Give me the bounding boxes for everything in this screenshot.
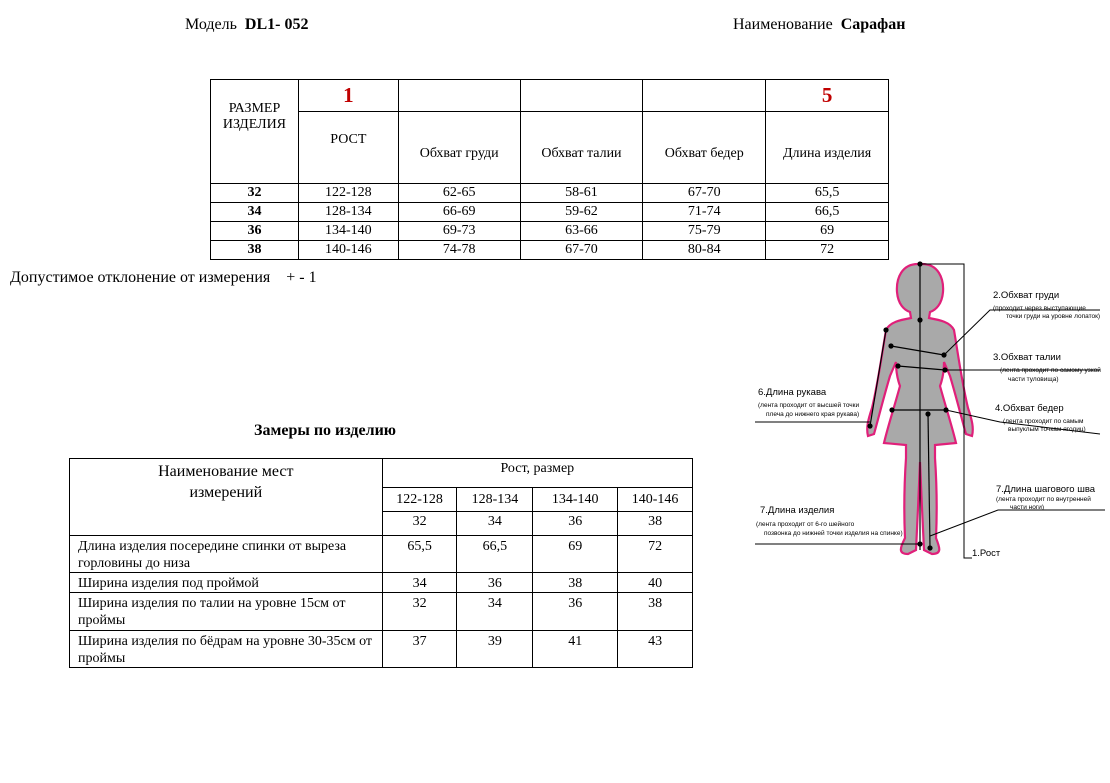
label-inseam: 7.Длина шагового шва xyxy=(996,484,1096,495)
column-header-label: Обхват талии xyxy=(541,145,622,161)
measure-value: 37 xyxy=(382,631,457,668)
tolerance-note xyxy=(10,269,317,287)
number-cell xyxy=(398,80,520,112)
height-header: 122-128 xyxy=(382,488,457,512)
tolerance-value: + - 1 xyxy=(286,269,317,286)
column-header xyxy=(398,112,520,184)
measure-value: 38 xyxy=(533,573,618,593)
measure-value: 65,5 xyxy=(382,536,457,573)
label-sleeve: 6.Длина рукава xyxy=(758,387,827,398)
table-row xyxy=(70,631,693,668)
note-sleeve-1: (лента проходит от высшей точки xyxy=(758,402,860,409)
note-length-1: (лента проходит от 6-го шейного xyxy=(756,521,855,528)
table-row xyxy=(211,241,889,260)
value-cell: 58-61 xyxy=(520,184,643,203)
measure-group-header: Рост, размер xyxy=(382,459,692,488)
name-label: Наименование xyxy=(733,16,833,33)
number-cell xyxy=(520,80,643,112)
size-header: 38 xyxy=(618,512,693,536)
value-cell: 134-140 xyxy=(298,222,398,241)
measure-value: 38 xyxy=(618,593,693,631)
model-label: Модель xyxy=(185,16,237,33)
table-row xyxy=(70,573,693,593)
value-cell: 140-146 xyxy=(298,241,398,260)
label-height: 1.Рост xyxy=(972,548,1001,559)
value-cell: 122-128 xyxy=(298,184,398,203)
height-header: 128-134 xyxy=(457,488,533,512)
value-cell: 65,5 xyxy=(766,184,889,203)
size-cell: 36 xyxy=(211,222,299,241)
number-cell xyxy=(643,80,766,112)
note-inseam-1: (лента проходит по внутренней xyxy=(996,496,1091,503)
size-header: 32 xyxy=(382,512,457,536)
value-cell: 75-79 xyxy=(643,222,766,241)
value-cell: 66-69 xyxy=(398,203,520,222)
size-cell: 32 xyxy=(211,184,299,203)
measurements-title: Замеры по изделию xyxy=(254,422,397,439)
measure-label: Ширина изделия по бёдрам на уровне 30-35см от проймы xyxy=(70,631,383,668)
label-length: 7.Длина изделия xyxy=(760,505,835,516)
note-inseam-2: части ноги) xyxy=(1010,504,1045,511)
measure-value: 69 xyxy=(533,536,618,573)
measure-value: 34 xyxy=(382,573,457,593)
measure-label: Ширина изделия по талии на уровне 15см от проймы xyxy=(70,593,383,631)
column-header xyxy=(766,112,889,184)
value-cell: 69-73 xyxy=(398,222,520,241)
measurements-table xyxy=(69,458,693,668)
table-row xyxy=(70,593,693,631)
tolerance-label: Допустимое отклонение от измерения xyxy=(10,269,271,286)
name-value: Сарафан xyxy=(840,16,906,33)
measure-label: Длина изделия посередине спинки от выреза горловины до низа xyxy=(70,536,383,573)
height-header: 134-140 xyxy=(533,488,618,512)
value-cell: 63-66 xyxy=(520,222,643,241)
column-header-label: Обхват бедер xyxy=(664,145,744,161)
product-name-header xyxy=(733,16,905,34)
column-header xyxy=(643,112,766,184)
label-chest: 2.Обхват груди xyxy=(993,290,1060,301)
value-cell: 67-70 xyxy=(520,241,643,260)
size-header: 36 xyxy=(533,512,618,536)
measure-value: 39 xyxy=(457,631,533,668)
measure-value: 72 xyxy=(618,536,693,573)
measure-value: 36 xyxy=(533,593,618,631)
size-header-label: РАЗМЕР ИЗДЕЛИЯ xyxy=(222,100,287,132)
label-hips: 4.Обхват бедер xyxy=(995,403,1064,414)
note-hips-2: выпуклым точкам ягодиц) xyxy=(1008,426,1086,433)
column-header-label: РОСТ xyxy=(330,131,367,147)
size-header: 34 xyxy=(457,512,533,536)
number-cell: 1 xyxy=(298,80,398,112)
table-row xyxy=(70,536,693,573)
measure-header-label: Наименование мест измерений xyxy=(158,463,294,501)
measure-value: 34 xyxy=(457,593,533,631)
measure-value: 40 xyxy=(618,573,693,593)
note-sleeve-2: плеча до нижнего края рукава) xyxy=(766,411,860,418)
measure-value: 43 xyxy=(618,631,693,668)
value-cell: 74-78 xyxy=(398,241,520,260)
table-row xyxy=(211,203,889,222)
model-value: DL1- 052 xyxy=(244,16,309,33)
measure-label: Ширина изделия под проймой xyxy=(70,573,383,593)
value-cell: 72 xyxy=(766,241,889,260)
note-chest-1: (проходит через выступающие xyxy=(993,305,1086,312)
column-header-label: Обхват груди xyxy=(419,145,499,161)
measure-header-cell xyxy=(70,459,383,536)
size-cell: 34 xyxy=(211,203,299,222)
measure-value: 32 xyxy=(382,593,457,631)
model-header xyxy=(185,16,308,34)
value-cell: 59-62 xyxy=(520,203,643,222)
note-length-2: позвонка до нижней точки изделия на спинке) xyxy=(764,530,903,537)
measurement-figure xyxy=(750,258,1110,568)
value-cell: 67-70 xyxy=(643,184,766,203)
column-header xyxy=(520,112,643,184)
table-row xyxy=(211,222,889,241)
measure-value: 41 xyxy=(533,631,618,668)
size-cell: 38 xyxy=(211,241,299,260)
size-table xyxy=(210,79,889,260)
measure-value: 36 xyxy=(457,573,533,593)
measure-value: 66,5 xyxy=(457,536,533,573)
table-row xyxy=(211,184,889,203)
value-cell: 66,5 xyxy=(766,203,889,222)
note-hips-1: (лента проходит по самым xyxy=(1003,418,1084,425)
column-header xyxy=(298,112,398,184)
value-cell: 128-134 xyxy=(298,203,398,222)
label-waist: 3.Обхват талии xyxy=(993,352,1061,363)
value-cell: 80-84 xyxy=(643,241,766,260)
value-cell: 69 xyxy=(766,222,889,241)
height-header: 140-146 xyxy=(618,488,693,512)
value-cell: 71-74 xyxy=(643,203,766,222)
note-waist-2: части туловища) xyxy=(1008,376,1059,383)
number-cell: 5 xyxy=(766,80,889,112)
note-waist-1: (лента проходит по самому узкой xyxy=(1000,367,1101,374)
note-chest-2: точки груди на уровне лопаток) xyxy=(1006,313,1101,320)
column-header-label: Длина изделия xyxy=(782,145,872,161)
size-header-cell xyxy=(211,80,299,184)
value-cell: 62-65 xyxy=(398,184,520,203)
